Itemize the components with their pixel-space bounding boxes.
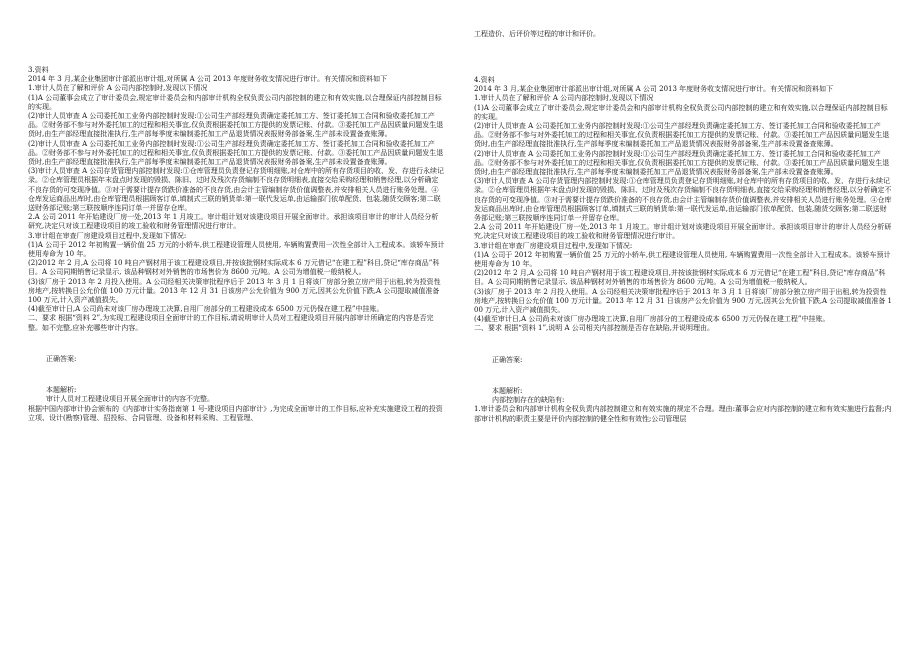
item3-3: (3)该厂房于 2013 年 2 月投入使用。A 公司经相关决策审批程序后于 2013 年 3 月 1 日将该厂房部分独立房产用于出租,转为投资性房地产,按转换日公允价值 100 万元计量。2013 年 12 月 31 日该房产公允价值为 900 万元,因其公允价值下跌,A 公司提取减值准备 100 万元,计入资产减值损失。 <box>474 287 893 315</box>
item3-title: 3.审计组在审查厂房建设项目过程中,发现如下情况: <box>28 231 187 240</box>
section-label: 4.资料 <box>474 76 495 84</box>
analysis-label: 本题解析: <box>492 386 523 395</box>
item3-4: (4)截至审计日,A 公司尚未对该厂房办理竣工决算,自用厂房部分的工程建设成本 6500 万元仍保在建工程”中挂账。 <box>28 305 384 314</box>
analysis-text-1: 审计人员对工程建设项目开展全面审计的内容不完整。 <box>46 395 214 404</box>
item3-1: (1)A 公司于 2012 年初购置一辆价值 25 万元的小轿车,供工程建设管理人员使用, 车辆购置费用一次性全部计入工程成本。该轿车预计使用寿命为 10 年。 <box>474 250 891 269</box>
item1-2: (2)审计人员审查 A 公司委托加工业务内部控制时发现:①公司生产部经理负责确定委托加工方、签订委托加工合同和验收委托加工产品。②财务部不参与对外委托加工的过程和相关事宜,仅负责根据委托加工方提供的发票记账、付款。③委托加工产品因质量问题发生退货时,由生产部经理直接批准执行,生产部每季度末编制委托加工产品退货情况表报财务部备案,生产部未设置备查账簿。 <box>474 122 890 149</box>
answer-label: 正确答案: <box>492 355 523 364</box>
answer-label: 正确答案: <box>46 354 77 363</box>
item1-title: 1.审计人员在了解和评价 A 公司内部控制时,发现以下情况 <box>474 94 654 103</box>
item1-2-repeat: (2)审计人员审查 A 公司委托加工业务内部控制时发现:①公司生产部经理负责确定委托加工方、签订委托加工合同和验收委托加工产品。②财务部不参与对外委托加工的过程和相关事宜,仅负责根据委托加工方提供的发票记账、付款。③委托加工产品因质量问题发生退货时,由生产部经理直接批准执行,生产部每季度末编制委托加工产品退货情况表报财务部备案,生产部未设置备查账簿。 <box>28 139 444 167</box>
analysis-text-2: 1.审计委员会和内部审计机构全权负责内部控制建立和有效实施的规定不合理。理由:董事会应对内部控制的建立和有效实施进行监督;内部审计机构的职责主要是评价内部控制的健全性和有效性;公司管理层 <box>474 405 892 423</box>
analysis-text-1: 内部控制存在的缺陷有: <box>492 396 565 405</box>
item1-2: (2)审计人员审查 A 公司委托加工业务内部控制时发现:①公司生产部经理负责确定委托加工方、签订委托加工合同和验收委托加工产品。②财务部不参与对外委托加工的过程和相关事宜,仅负责根据委托加工方提供的发票记账、付款。③委托加工产品因质量问题发生退货时,由生产部经理直接批准执行,生产部每季度末编制委托加工产品退货情况表报财务部备案,生产部未设置备查账簿。 <box>28 112 444 139</box>
right-column <box>474 76 892 424</box>
left-column <box>28 66 445 423</box>
item3-title: 3.审计组在审查厂房建设项目过程中,发现如下情况: <box>474 241 633 250</box>
intro-paragraph: 2014 年 3 月,某企业集团审计部派出审计组,对所属 A 公司 2013 年度财务收支情况进行审计。有关情况和资料如下 <box>474 85 834 94</box>
item3-3: (3)该厂房于 2013 年 2 月投入使用。A 公司经相关决策审批程序后于 2013 年 3 月 1 日将该厂房部分独立房产用于出租,转为投资性房地产,按转换日公允价值 100 万元计量。2013 年 12 月 31 日该房产公允价值为 900 万元,因其公允价值下跌,A 公司提取减值准备 100 万元,计入资产减值损失。 <box>28 277 442 305</box>
page-header-line: 工程造价、后评价等过程的审计和评价。 <box>474 30 600 38</box>
analysis-text-2: 根据中国内部审计协会颁布的《内部审计实务指南第 1 号-建设项目内部审计》,为完成全面审计的工作目标,应补充实施建设工程的投资立项、设计(勘察)管理、招投标、合同管理、设备和材料采购、工程管理、 <box>28 404 443 422</box>
item1-3: (3)审计人员审查 A 公司存货管理内部控制时发现:①仓库管理员负责登记存货明细账,对仓库中的所有存货项目的收、发、存进行永续记录。②仓库管理员根据年末盘点时发现的毁损、陈旧、过时及残次存货编制不良存货明细表,直接交给采购经理和销售经理,以分析确定不良存货的可变现净值。③对于需要计提存货跌价准备的不良存货,由会计主管编制存货价值调整表,并安排相关人员进行账务处理。④仓库发运商品出库时,由仓库管理员根据顾客订单,填制式三联的销货单:第一联代发运单,由运输部门依单配货、包装,随货交顾客;第二联送财务部记账;第三联按顺序连同订单一并留存仓库。 <box>474 177 892 223</box>
question: 二、要求 根据“资料 1”,说明 A 公司相关内部控制是否存在缺陷,并说明理由。 <box>474 324 715 333</box>
item1-1: (1)A 公司董事会成立了审计委员会,规定审计委员会和内部审计机构全权负责公司内部控制的建立和有效实施,以合理保证内部控制目标的实现。 <box>474 103 888 121</box>
item2: 2.A 公司 2011 年开始建设厂房一处,2013 年 1 月竣工。审计组计划对该建设项目开展全面审计。承担该项目审计的审计人员经分析研究,决定只对该工程建设项目的竣工验收和财务管理情况进行审计。 <box>474 223 892 241</box>
section-label: 3.资料 <box>28 66 49 74</box>
item3-1: (1)A 公司于 2012 年初购置一辆价值 25 万元的小轿车,供工程建设管理人员使用, 车辆购置费用一次性全部计入工程成本。该轿车预计使用寿命为 10 年。 <box>28 240 445 259</box>
analysis-label: 本题解析: <box>46 386 77 395</box>
question: 二、要求 根据“资料 2”,为实现工程建设项目全面审计的工作目标,请说明审计人员对工程建设项目开展内部审计所确定的内容是否完整。如不完整,应补充哪些审计内容。 <box>28 314 434 332</box>
item3-2: (2)2012 年 2 月,A 公司将 10 吨自产钢材用于该工程建设项目,并按该批钢材实际成本 6 万元借记“在建工程”科目,贷记“库存商品”科目。A 公司同期销售记录显示, 该品种钢材对外销售的市场售价为 8600 元/吨。A 公司为增值税一般纳税人。 <box>28 259 440 277</box>
item1-1: (1)A 公司董事会成立了审计委员会,规定审计委员会和内部审计机构全权负责公司内部控制的建立和有效实施,以合理保证内部控制目标的实现。 <box>28 93 442 111</box>
item2: 2.A 公司 2011 年开始建设厂房一处,2013 年 1 月竣工。审计组计划对该建设项目开展全面审计。承担该项目审计的审计人员经分析研究,决定只对该工程建设项目的竣工验收和财务管理情况进行审计。 <box>28 213 439 231</box>
item3-4: (4)截至审计日,A 公司尚未对该厂房办理竣工决算,自用厂房部分的工程建设成本 6500 万元仍保在建工程”中挂账。 <box>474 315 830 324</box>
item1-title: 1.审计人员在了解和评价 A 公司内部控制时,发现以下情况 <box>28 84 208 93</box>
item1-2-repeat: (2)审计人员审查 A 公司委托加工业务内部控制时发现:①公司生产部经理负责确定委托加工方、签订委托加工合同和验收委托加工产品。②财务部不参与对外委托加工的过程和相关事宜,仅负责根据委托加工方提供的发票记账、付款。③委托加工产品因质量问题发生退货时,由生产部经理直接批准执行,生产部每季度末编制委托加工产品退货情况表报财务部备案,生产部未设置备查账簿。 <box>474 149 890 177</box>
item3-2: (2)2012 年 2 月,A 公司将 10 吨自产钢材用于该工程建设项目,并按该批钢材实际成本 6 万元借记“在建工程”科目,贷记“库存商品”科目。A 公司同期销售记录显示, 该品种钢材对外销售的市场售价为 8600 元/吨。A 公司为增值税一般纳税人。 <box>474 269 886 287</box>
item1-3: (3)审计人员审查 A 公司存货管理内部控制时发现:①仓库管理员负责登记存货明细账,对仓库中的所有存货项目的收、发、存进行永续记录。②仓库管理员根据年末盘点时发现的毁损、陈旧、过时及残次存货编制不良存货明细表,直接交给采购经理和销售经理,以分析确定不良存货的可变现净值。③对于需要计提存货跌价准备的不良存货,由会计主管编制存货价值调整表,并安排相关人员进行账务处理。④仓库发运商品出库时,由仓库管理员根据顾客订单,填制式三联的销货单:第一联代发运单,由运输部门依单配货、包装,随货交顾客;第二联送财务部记账;第三联按顺序连同订单一并留存仓库。 <box>28 167 445 213</box>
intro-paragraph: 2014 年 3 月,某企业集团审计部派出审计组,对所属 A 公司 2013 年度财务收支情况进行审计。有关情况和资料如下 <box>28 75 388 84</box>
